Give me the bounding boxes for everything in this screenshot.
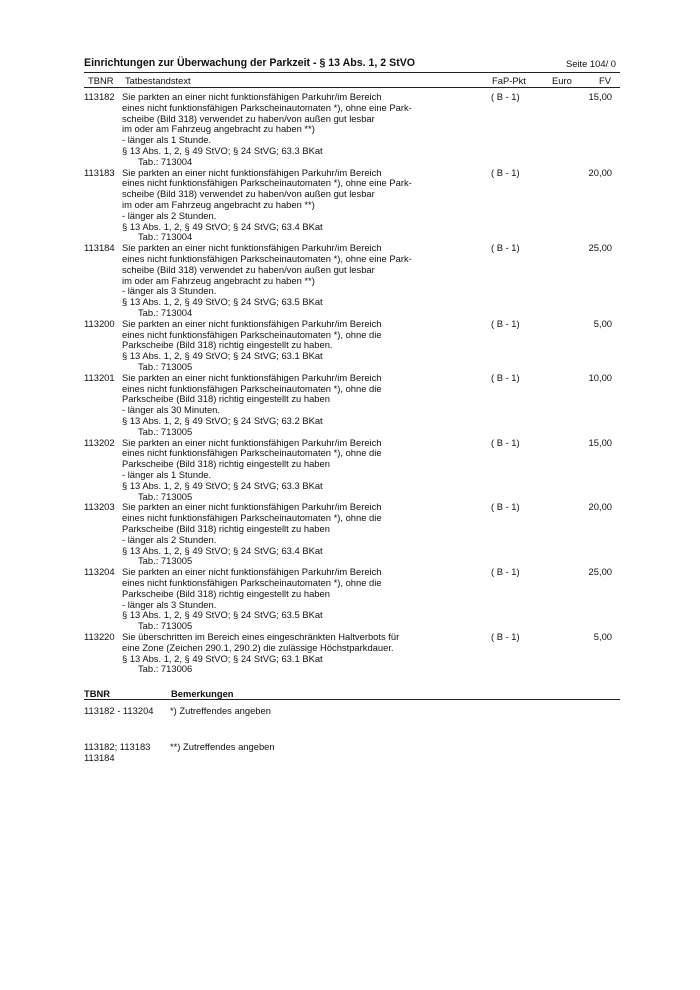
row-tbnr: 113203 bbox=[84, 501, 115, 513]
row-euro-amount: 15,00 bbox=[588, 91, 612, 102]
offense-text-line: scheibe (Bild 318) verwendet zu haben/von außen gut lesbar bbox=[122, 188, 375, 200]
row-fap-points: ( B - 1) bbox=[491, 631, 520, 642]
offense-text-line: im oder am Fahrzeug angebracht zu haben **) bbox=[122, 274, 315, 286]
offense-text-line: Sie parkten an einer nicht funktionsfähigen Parkuhr/im Bereich bbox=[122, 317, 382, 329]
row-euro-amount: 10,00 bbox=[588, 371, 612, 383]
offense-text-line: Sie parkten an einer nicht funktionsfähigen Parkuhr/im Bereich bbox=[122, 242, 382, 254]
remark-tbnr-line: 113182 - 113204 bbox=[84, 705, 154, 716]
offense-text-line: Sie parkten an einer nicht funktionsfähigen Parkuhr/im Bereich bbox=[122, 371, 382, 383]
remark-tbnr bbox=[84, 742, 150, 764]
offense-text-line: § 13 Abs. 1, 2, § 49 StVO; § 24 StVG; 63.4 BKat bbox=[122, 220, 323, 232]
row-offense-text bbox=[122, 92, 442, 168]
col-header-euro: Euro bbox=[552, 75, 572, 86]
row-tbnr: 113201 bbox=[84, 371, 115, 383]
row-tbnr: 113184 bbox=[84, 242, 115, 254]
row-tab-number: Tab.: 713004 bbox=[138, 231, 193, 243]
offense-text-line: scheibe (Bild 318) verwendet zu haben/von außen gut lesbar bbox=[122, 263, 375, 275]
col-header-fap: FaP-Pkt bbox=[492, 75, 526, 86]
row-tab-number: Tab.: 713004 bbox=[138, 306, 193, 318]
row-offense-text bbox=[122, 632, 442, 675]
row-euro-amount: 15,00 bbox=[588, 436, 612, 448]
row-fap-points: ( B - 1) bbox=[491, 166, 520, 178]
row-tbnr: 113204 bbox=[84, 566, 115, 578]
row-fap-points: ( B - 1) bbox=[491, 566, 520, 578]
offense-text-line: eines nicht funktionsfähigen Parkscheinautomaten *), ohne eine Park- bbox=[122, 252, 412, 264]
row-euro-amount: 25,00 bbox=[588, 566, 612, 578]
offense-text-line: eine Zone (Zeichen 290.1, 290.2) die zulässige Höchstparkdauer. bbox=[122, 641, 394, 653]
row-tbnr: 113183 bbox=[84, 166, 115, 178]
row-fap-points: ( B - 1) bbox=[491, 436, 520, 448]
row-tab-number: Tab.: 713005 bbox=[138, 620, 193, 632]
row-fap-points: ( B - 1) bbox=[491, 501, 520, 513]
row-tab-number: Tab.: 713005 bbox=[138, 555, 193, 567]
remark-tbnr-line: 113182; 113183 bbox=[84, 741, 151, 752]
offense-text-line: - länger als 1 Stunde. bbox=[122, 134, 212, 146]
row-offense-text bbox=[122, 438, 442, 503]
offense-text-line: Sie parkten an einer nicht funktionsfähigen Parkuhr/im Bereich bbox=[122, 166, 382, 178]
offense-text-line: - länger als 30 Minuten. bbox=[122, 404, 220, 416]
offense-text-line: - länger als 2 Stunden. bbox=[122, 209, 217, 221]
row-euro-amount: 20,00 bbox=[588, 501, 612, 513]
row-euro-amount: 25,00 bbox=[588, 242, 612, 254]
row-tbnr: 113182 bbox=[84, 91, 115, 102]
row-fap-points: ( B - 1) bbox=[491, 371, 520, 383]
column-header-rule bbox=[84, 87, 620, 88]
remark-text: *) Zutreffendes angeben bbox=[170, 705, 271, 716]
row-tbnr: 113202 bbox=[84, 436, 115, 448]
offense-text-line: eines nicht funktionsfähigen Parkscheinautomaten *), ohne eine Park- bbox=[122, 177, 412, 189]
offense-text-line: eines nicht funktionsfähigen Parkscheinautomaten *), ohne die bbox=[122, 382, 382, 394]
row-tab-number: Tab.: 713006 bbox=[138, 663, 193, 675]
row-fap-points: ( B - 1) bbox=[491, 91, 520, 102]
col-header-text: Tatbestandstext bbox=[125, 75, 191, 86]
row-fap-points: ( B - 1) bbox=[491, 317, 520, 329]
row-euro-amount: 5,00 bbox=[593, 631, 612, 642]
row-offense-text bbox=[122, 373, 442, 438]
offense-text-line: Parkscheibe (Bild 318) richtig eingestellt zu haben bbox=[122, 587, 330, 599]
offense-text-line: § 13 Abs. 1, 2, § 49 StVO; § 24 StVG; 63.5 BKat bbox=[122, 296, 323, 308]
col-header-fv: FV bbox=[599, 75, 611, 86]
row-tab-number: Tab.: 713004 bbox=[138, 155, 193, 167]
offense-text-line: Parkscheibe (Bild 318) richtig eingestellt zu haben. bbox=[122, 339, 333, 351]
row-euro-amount: 20,00 bbox=[588, 166, 612, 178]
offense-text-line: - länger als 2 Stunden. bbox=[122, 533, 217, 545]
offense-text-line: § 13 Abs. 1, 2, § 49 StVO; § 24 StVG; 63.3 BKat bbox=[122, 479, 323, 491]
remark-text: **) Zutreffendes angeben bbox=[170, 741, 275, 752]
remark-tbnr-line: 113184 bbox=[84, 751, 115, 763]
offense-text-line: Sie parkten an einer nicht funktionsfähigen Parkuhr/im Bereich bbox=[122, 436, 382, 448]
offense-text-line: eines nicht funktionsfähigen Parkscheinautomaten *), ohne eine Park- bbox=[122, 101, 412, 113]
remarks-top-rule bbox=[84, 699, 620, 700]
offense-text-line: - länger als 1 Stunde. bbox=[122, 468, 212, 480]
offense-text-line: § 13 Abs. 1, 2, § 49 StVO; § 24 StVG; 63.2 BKat bbox=[122, 414, 323, 426]
row-tbnr: 113200 bbox=[84, 317, 115, 329]
row-offense-text bbox=[122, 502, 442, 567]
offense-text-line: im oder am Fahrzeug angebracht zu haben **) bbox=[122, 198, 315, 210]
page-header bbox=[84, 57, 616, 73]
offense-text-line: § 13 Abs. 1, 2, § 49 StVO; § 24 StVG; 63.4 BKat bbox=[122, 544, 323, 556]
offense-text-line: scheibe (Bild 318) verwendet zu haben/von außen gut lesbar bbox=[122, 112, 375, 124]
page-number: Seite 104/ 0 bbox=[565, 58, 616, 69]
offense-text-line: - länger als 3 Stunden. bbox=[122, 598, 217, 610]
row-tab-number: Tab.: 713005 bbox=[138, 425, 193, 437]
offense-text-line: Sie parkten an einer nicht funktionsfähigen Parkuhr/im Bereich bbox=[122, 501, 382, 513]
row-offense-text bbox=[122, 243, 442, 319]
offense-text-line: Parkscheibe (Bild 318) richtig eingestellt zu haben bbox=[122, 393, 330, 405]
offense-text-line: § 13 Abs. 1, 2, § 49 StVO; § 24 StVG; 63.1 BKat bbox=[122, 350, 323, 362]
offense-text-line: § 13 Abs. 1, 2, § 49 StVO; § 24 StVG; 63.1 BKat bbox=[122, 652, 323, 664]
offense-text-line: § 13 Abs. 1, 2, § 49 StVO; § 24 StVG; 63.3 BKat bbox=[122, 144, 323, 156]
offense-text-line: eines nicht funktionsfähigen Parkscheinautomaten *), ohne die bbox=[122, 512, 382, 524]
offense-text-line: Sie überschritten im Bereich eines eingeschränkten Haltverbots für bbox=[122, 631, 400, 642]
offense-text-line: eines nicht funktionsfähigen Parkscheinautomaten *), ohne die bbox=[122, 447, 382, 459]
row-fap-points: ( B - 1) bbox=[491, 242, 520, 254]
row-tab-number: Tab.: 713005 bbox=[138, 490, 193, 502]
offense-text-line: Parkscheibe (Bild 318) richtig eingestellt zu haben bbox=[122, 522, 330, 534]
row-offense-text bbox=[122, 168, 442, 244]
row-euro-amount: 5,00 bbox=[593, 317, 612, 329]
offense-text-line: Sie parkten an einer nicht funktionsfähigen Parkuhr/im Bereich bbox=[122, 566, 382, 578]
row-offense-text bbox=[122, 319, 442, 373]
row-tbnr: 113220 bbox=[84, 631, 115, 642]
remark-tbnr bbox=[84, 706, 154, 717]
offense-text-line: Sie parkten an einer nicht funktionsfähigen Parkuhr/im Bereich bbox=[122, 91, 382, 102]
page-title: Einrichtungen zur Überwachung der Parkzeit - § 13 Abs. 1, 2 StVO bbox=[84, 57, 416, 69]
offense-text-line: eines nicht funktionsfähigen Parkscheinautomaten *), ohne die bbox=[122, 576, 382, 588]
row-offense-text bbox=[122, 567, 442, 632]
remarks-header-tbnr: TBNR bbox=[84, 688, 111, 699]
row-tab-number: Tab.: 713005 bbox=[138, 360, 193, 372]
offense-text-line: - länger als 3 Stunden. bbox=[122, 285, 217, 297]
col-header-tbnr: TBNR bbox=[88, 75, 114, 86]
remarks-header-text: Bemerkungen bbox=[171, 688, 234, 699]
header-rule bbox=[84, 72, 620, 73]
offense-text-line: Parkscheibe (Bild 318) richtig eingestellt zu haben bbox=[122, 458, 330, 470]
offense-text-line: im oder am Fahrzeug angebracht zu haben **) bbox=[122, 123, 315, 135]
offense-text-line: § 13 Abs. 1, 2, § 49 StVO; § 24 StVG; 63.5 BKat bbox=[122, 609, 323, 621]
offense-text-line: eines nicht funktionsfähigen Parkscheinautomaten *), ohne die bbox=[122, 328, 382, 340]
